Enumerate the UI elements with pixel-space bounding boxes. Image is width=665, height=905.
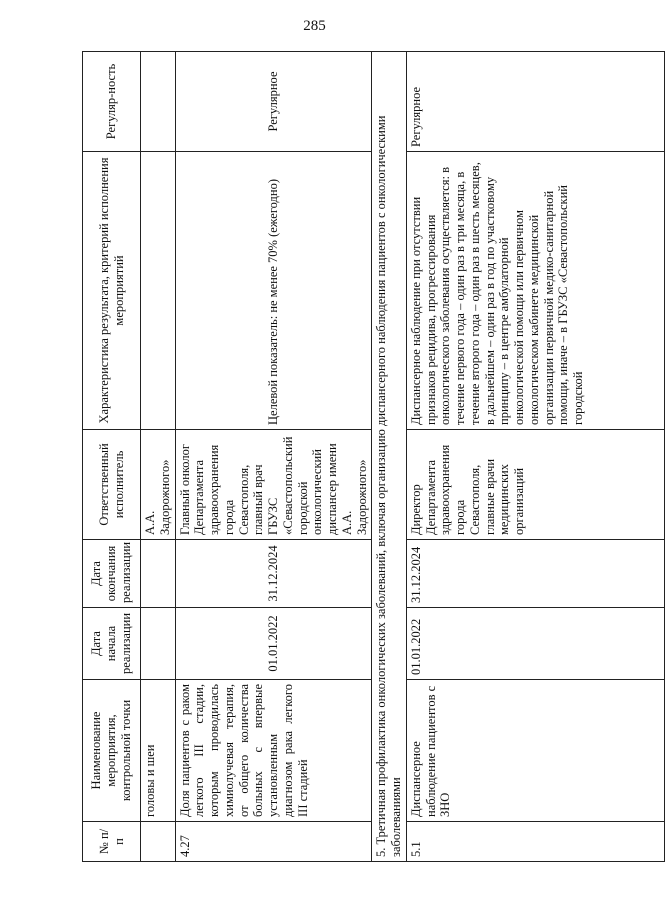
row-4-27-regularity: Регулярное	[175, 52, 372, 152]
header-responsible: Ответственный исполнитель	[83, 430, 141, 540]
cont-regularity	[141, 52, 176, 152]
cont-responsible: А.А. Задорожного»	[141, 430, 176, 540]
row-4-27-name: Доля пациентов с раком легкого III стадии, которым проводилась химиолучевая терапия, от общего количества больных с впервые установленным диагнозом рака легкого III стадией	[175, 680, 372, 822]
page-number: 285	[303, 18, 326, 34]
header-start: Дата начала реализации	[83, 608, 141, 680]
table-row-4-27	[175, 52, 372, 862]
header-name: Наименование мероприятия, контрольной точки	[83, 680, 141, 822]
row-4-27-end: 31.12.2024	[175, 540, 372, 608]
row-4-27-start: 01.01.2022	[175, 608, 372, 680]
row-5-1-num: 5.1	[406, 822, 664, 862]
row-4-27-num: 4.27	[175, 822, 372, 862]
table-row-5-1	[406, 52, 664, 862]
row-4-27-characteristic: Целевой показатель: не менее 70% (ежегодно)	[175, 152, 372, 430]
cont-num	[141, 822, 176, 862]
section-5-heading: 5. Третичная профилактика онкологических заболеваний, включая организацию диспансерного наблюдения пациентов с онкологическими заболеваниями	[372, 52, 407, 862]
rotated-table-wrapper	[82, 52, 585, 862]
row-5-1-start: 01.01.2022	[406, 608, 664, 680]
header-end: Дата окончания реализации	[83, 540, 141, 608]
cont-characteristic	[141, 152, 176, 430]
header-characteristic: Характеристика результата, критерий исполнения мероприятий	[83, 152, 141, 430]
header-num: № п/п	[83, 822, 141, 862]
rotated-table-area	[82, 52, 585, 862]
row-5-1-responsible: Директор Департамента здравоохранения города Севастополя, главные врачи медицинских организаций	[406, 430, 664, 540]
activities-table	[82, 51, 665, 862]
header-regularity: Регуляр-ность	[83, 52, 141, 152]
row-4-27-responsible: Главный онколог Департамента здравоохранения города Севастополя, главный врач ГБУЗС «Севастопольский городской онкологический диспансер имени А.А. Задорожного»	[175, 430, 372, 540]
row-5-1-name: Диспансерное наблюдение пациентов с ЗНО	[406, 680, 664, 822]
row-5-1-end: 31.12.2024	[406, 540, 664, 608]
table-header-row	[83, 52, 141, 862]
section-5-row	[372, 52, 407, 862]
row-5-1-characteristic: Диспансерное наблюдение при отсутствии признаков рецидива, прогрессирования онкологического заболевания осуществляется: в течение первого года – один раз в три месяца, в течение второго года – один раз в шесть месяцев, в дальнейшем – один раз в год по участковому принципу – в центре амбулаторной онкологической помощи или первичном онкологическом кабинете медицинской организации первичной медико-санитарной помощи, иначе – в ГБУЗС «Севастопольский городской	[406, 152, 664, 430]
cont-start	[141, 608, 176, 680]
row-5-1-regularity: Регулярное	[406, 52, 664, 152]
cont-name: головы и шеи	[141, 680, 176, 822]
cont-end	[141, 540, 176, 608]
continuation-row	[141, 52, 176, 862]
